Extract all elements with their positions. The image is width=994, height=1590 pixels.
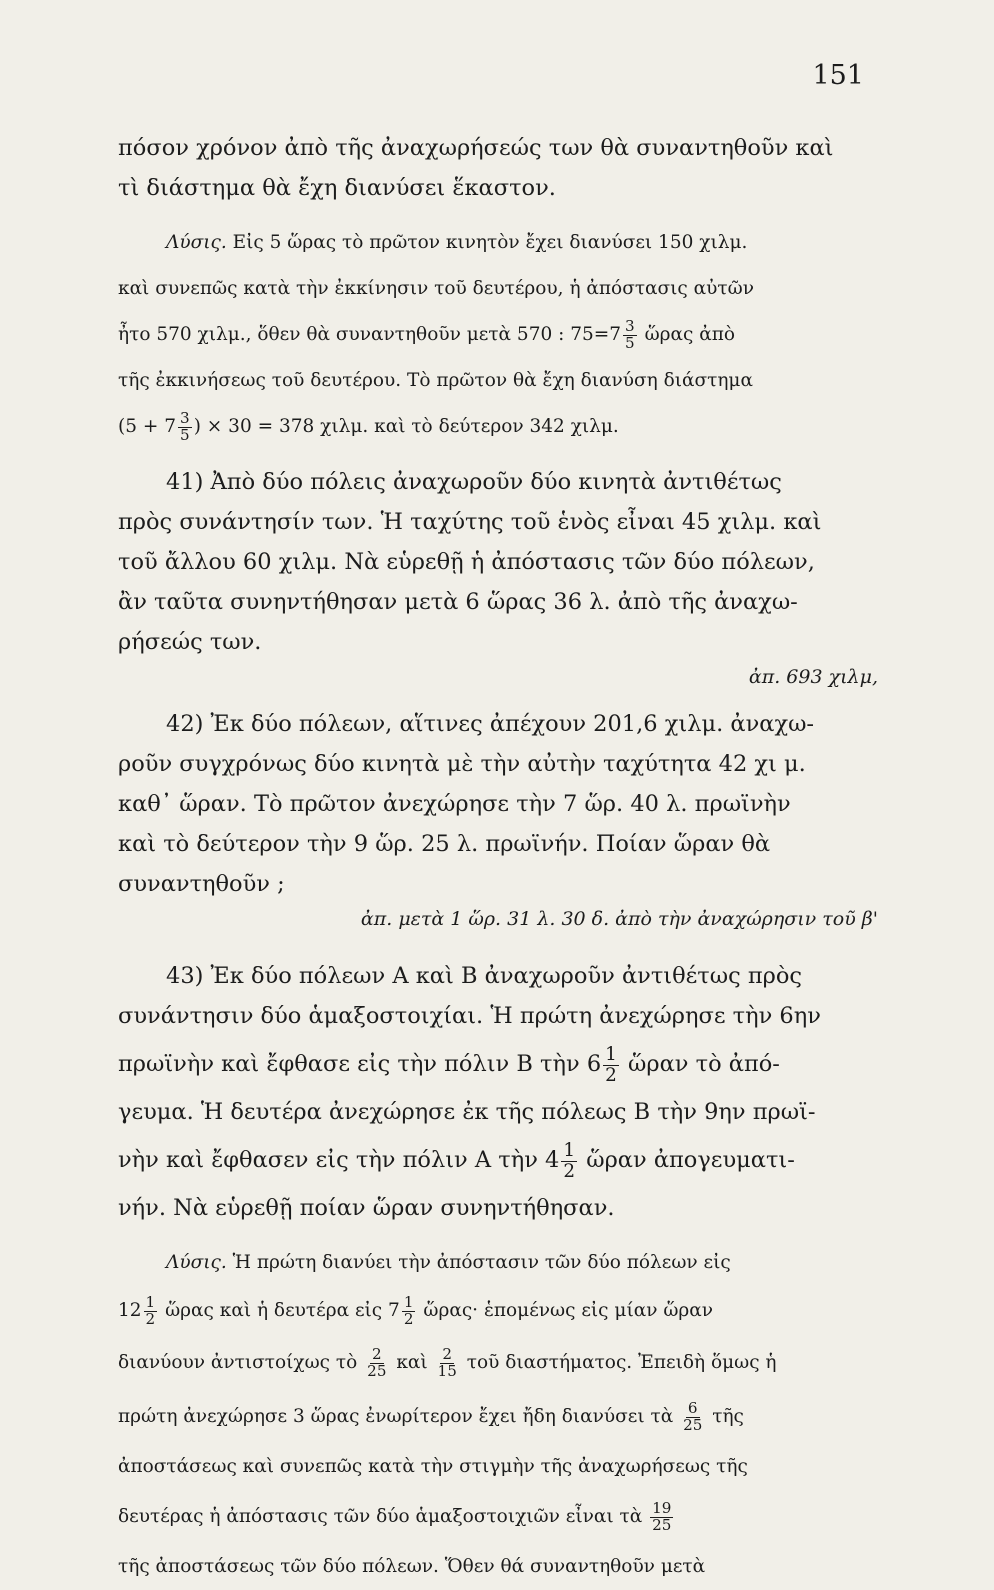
text-line: συναντηθοῦν ;: [118, 871, 285, 897]
text-line: τοῦ ἄλλου 60 χιλμ. Νὰ εὑρεθῇ ἡ ἀπόστασις τῶν δύο πόλεων,: [118, 549, 815, 575]
fraction: $\frac{1}{2}$: [563, 1140, 576, 1182]
text-line: καθ᾽ ὥραν. Τὸ πρῶτον ἀνεχώρησε τὴν 7 ὥρ. 40 λ. πρωϊνὴν: [118, 791, 791, 817]
text-line: ρήσεώς των.: [118, 629, 262, 655]
text-line: 12 $\frac{1}{2}$ ὥρας καὶ ἡ δευτέρα εἰς 7 $\frac{1}{2}$ ὥρας· ἑπομένως εἰς μίαν ὥραν: [118, 1292, 714, 1328]
fraction: $\frac{1}{2}$: [403, 1292, 414, 1328]
text-line: (5 + 7 $\frac{3}{5}$ ) × 30 = 378 χιλμ. καὶ τὸ δεύτερον 342 χιλμ.: [118, 408, 619, 444]
text-line: Λύσις. Εἰς 5 ὥρας τὸ πρῶτον κινητὸν ἔχει διανύσει 150 χιλμ.: [166, 232, 748, 253]
text-line: δευτέρας ἡ ἀπόστασις τῶν δύο ἁμαξοστοιχιῶν εἶναι τὰ $\frac{19}{25}$: [118, 1498, 672, 1534]
text-line: ροῦν συγχρόνως δύο κινητὰ μὲ τὴν αὐτὴν ταχύτητα 42 χι μ.: [118, 751, 806, 777]
page-body: [118, 128, 878, 1590]
solution-label: Λύσις.: [166, 1252, 227, 1273]
text-line: ἦτο 570 χιλμ., ὅθεν θὰ συναντηθοῦν μετὰ 570 : 75=7 $\frac{3}{5}$ ὥρας ἀπὸ: [118, 316, 736, 352]
problem-41: [118, 462, 878, 692]
page-number: 151: [812, 60, 864, 91]
fraction: $\frac{1}{2}$: [605, 1044, 617, 1086]
fraction: $\frac{1}{2}$: [145, 1292, 156, 1328]
fraction: $\frac{19}{25}$: [652, 1498, 672, 1534]
text-line: τὶ διάστημα θὰ ἔχη διανύσει ἕκαστον.: [118, 175, 556, 201]
solution-label: Λύσις.: [166, 232, 227, 253]
text-line: 43) Ἐκ δύο πόλεων Α καὶ Β ἀναχωροῦν ἀντιθέτως πρὸς: [166, 963, 803, 989]
text-line: 42) Ἐκ δύο πόλεων, αἵτινες ἀπέχουν 201,6 χιλμ. ἀναχω-: [166, 711, 815, 737]
text-line: καὶ συνεπῶς κατὰ τὴν ἐκκίνησιν τοῦ δευτέρου, ἡ ἀπόστασις αὐτῶν: [118, 278, 754, 299]
solution-2: [118, 1240, 878, 1590]
problem-43: [118, 956, 878, 1228]
problem-42: [118, 704, 878, 934]
fraction: $\frac{2}{15}$: [437, 1344, 457, 1380]
text-line: τῆς ἐκκινήσεως τοῦ δευτέρου. Τὸ πρῶτον θὰ ἔχη διανύση διάστημα: [118, 370, 753, 391]
text-line: ἂν ταῦτα συνηντήθησαν μετὰ 6 ὥρας 36 λ. ἀπὸ τῆς ἀναχω-: [118, 589, 798, 615]
intro-paragraph: [118, 128, 878, 208]
text-line: Λύσις. Ἡ πρώτη διανύει τὴν ἀπόστασιν τῶν δύο πόλεων εἰς: [166, 1252, 731, 1273]
text-line: πρώτη ἀνεχώρησε 3 ὥρας ἐνωρίτερον ἔχει ἤδη διανύσει τὰ $\frac{6}{25}$ τῆς: [118, 1398, 744, 1434]
text-line: συνάντησιν δύο ἁμαξοστοιχίαι. Ἡ πρώτη ἀνεχώρησε τὴν 6ην: [118, 1003, 821, 1029]
answer-42: ἀπ. μετὰ 1 ὥρ. 31 λ. 30 δ. ἀπὸ τὴν ἀναχώρησιν τοῦ β': [360, 908, 878, 930]
text-line: τῆς ἀποστάσεως τῶν δύο πόλεων. Ὅθεν θά συναντηθοῦν μετὰ: [118, 1556, 706, 1577]
text-line: πρωϊνὴν καὶ ἔφθασε εἰς τὴν πόλιν Β τὴν 6 $\frac{1}{2}$ ὥραν τὸ ἀπό-: [118, 1044, 780, 1086]
fraction: $\frac{6}{25}$: [683, 1398, 703, 1434]
fraction: $\frac{3}{5}$: [625, 316, 635, 352]
text-line: καὶ τὸ δεύτερον τὴν 9 ὥρ. 25 λ. πρωϊνήν. Ποίαν ὥραν θὰ: [118, 831, 771, 857]
text-line: γευμα. Ἡ δευτέρα ἀνεχώρησε ἐκ τῆς πόλεως Β τὴν 9ην πρωϊ-: [118, 1099, 816, 1125]
text-line: ἀποστάσεως καὶ συνεπῶς κατὰ τὴν στιγμὴν τῆς ἀναχωρήσεως τῆς: [118, 1456, 748, 1477]
fraction: $\frac{3}{5}$: [180, 408, 190, 444]
solution-1: [118, 220, 878, 450]
text-line: νὴν καὶ ἔφθασεν εἰς τὴν πόλιν Α τὴν 4 $\frac{1}{2}$ ὥραν ἀπογευματι-: [118, 1140, 795, 1182]
text-line: πρὸς συνάντησίν των. Ἡ ταχύτης τοῦ ἑνὸς εἶναι 45 χιλμ. καὶ: [118, 509, 822, 535]
text-line: πόσον χρόνον ἀπὸ τῆς ἀναχωρήσεώς των θὰ συναντηθοῦν καὶ: [118, 135, 834, 161]
answer-41: ἀπ. 693 χιλμ,: [748, 666, 878, 688]
text-line: διανύουν ἀντιστοίχως τὸ $\frac{2}{25}$ καὶ $\frac{2}{15}$ τοῦ διαστήματος. Ἐπειδὴ ὅμως ἡ: [118, 1344, 777, 1380]
text-line: νήν. Νὰ εὑρεθῇ ποίαν ὥραν συνηντήθησαν.: [118, 1195, 615, 1221]
text-line: 41) Ἀπὸ δύο πόλεις ἀναχωροῦν δύο κινητὰ ἀντιθέτως: [166, 469, 782, 495]
fraction: $\frac{2}{25}$: [367, 1344, 387, 1380]
